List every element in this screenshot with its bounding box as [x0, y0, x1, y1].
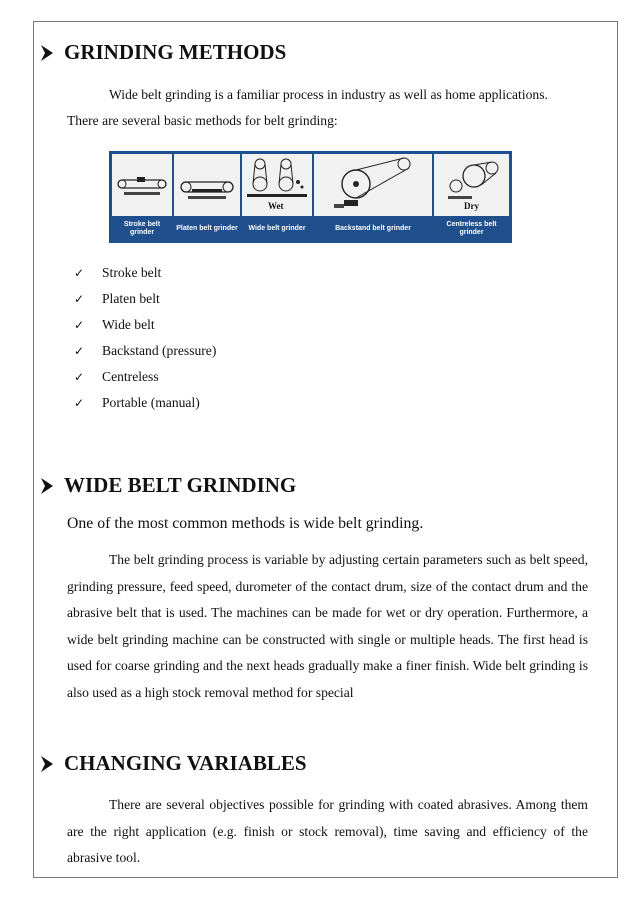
- arrow-bullet-icon: [40, 44, 54, 62]
- checkmark-icon: ✓: [74, 370, 85, 384]
- section1-paragraph-line1: Wide belt grinding is a familiar process in industry as well as home applications.: [109, 87, 548, 102]
- list-item: [74, 364, 216, 390]
- section3-paragraph: There are several objectives possible for grinding with coated abrasives. Among them are the right application (e.g. finish or stock removal), time saving and efficiency of the abrasive tool.: [67, 797, 588, 865]
- dry-label: Dry: [464, 201, 479, 211]
- caption-wide-belt: Wide belt grinder: [248, 225, 306, 232]
- page-border: [33, 21, 618, 878]
- stroke-belt-panel: [112, 154, 172, 216]
- caption-backstand-belt: Backstand belt grinder: [335, 225, 411, 232]
- backstand-belt-panel: [314, 154, 432, 216]
- section2-intro: One of the most common methods is wide belt grinding.: [67, 515, 424, 532]
- section2-paragraph: The belt grinding process is variable by adjusting certain parameters such as belt speed, grinding pressure, feed speed, durometer of the contact drum, size of the contact drum and the abrasive belt that is used. The machines can be made for wet or dry operation. Furthermore, a wide belt grinding machine can be constructed with single or multiple heads. The first head is used for coarse grinding and the next heads gradually make a finer finish. Wide belt grinding is also used as a high stock removal method for special: [67, 552, 588, 700]
- section-heading-changing-variables: [40, 751, 307, 776]
- platen-belt-panel: [174, 154, 240, 216]
- centreless-belt-panel: [434, 154, 509, 216]
- section1-paragraph-line2: There are several basic methods for belt grinding:: [67, 113, 338, 128]
- section-heading-grinding-methods: [40, 40, 286, 65]
- list-item-text: Platen belt: [102, 291, 160, 306]
- backstand-belt-grinder-icon: [314, 154, 432, 216]
- list-item-text: Backstand (pressure): [102, 343, 217, 358]
- checkmark-icon: ✓: [74, 396, 85, 410]
- heading-text: WIDE BELT GRINDING: [64, 473, 297, 497]
- platen-belt-grinder-icon: [174, 154, 240, 216]
- belt-grinder-types-figure: [109, 151, 512, 243]
- checkmark-icon: ✓: [74, 344, 85, 358]
- caption-platen-belt: Platen belt grinder: [176, 225, 238, 232]
- heading-text: CHANGING VARIABLES: [64, 751, 307, 775]
- section-heading-wide-belt-grinding: [40, 473, 296, 498]
- arrow-bullet-icon: [40, 477, 54, 495]
- wet-label: Wet: [268, 201, 284, 211]
- list-item: [74, 260, 216, 286]
- list-item-text: Portable (manual): [102, 395, 200, 410]
- methods-list: [74, 260, 216, 416]
- list-item: [74, 338, 216, 364]
- heading-text: GRINDING METHODS: [64, 40, 287, 64]
- list-item: [74, 312, 216, 338]
- list-item: [74, 390, 216, 416]
- stroke-belt-grinder-icon: [112, 154, 172, 216]
- wide-belt-panel: [242, 154, 312, 216]
- list-item-text: Stroke belt: [102, 265, 162, 280]
- checkmark-icon: ✓: [74, 266, 85, 280]
- list-item: [74, 286, 216, 312]
- caption-centreless-belt: Centreless belt grinder: [446, 221, 497, 236]
- caption-stroke-belt: Stroke belt grinder: [123, 221, 161, 236]
- arrow-bullet-icon: [40, 755, 54, 773]
- checkmark-icon: ✓: [74, 318, 85, 332]
- list-item-text: Centreless: [102, 369, 159, 384]
- list-item-text: Wide belt: [102, 317, 155, 332]
- checkmark-icon: ✓: [74, 292, 85, 306]
